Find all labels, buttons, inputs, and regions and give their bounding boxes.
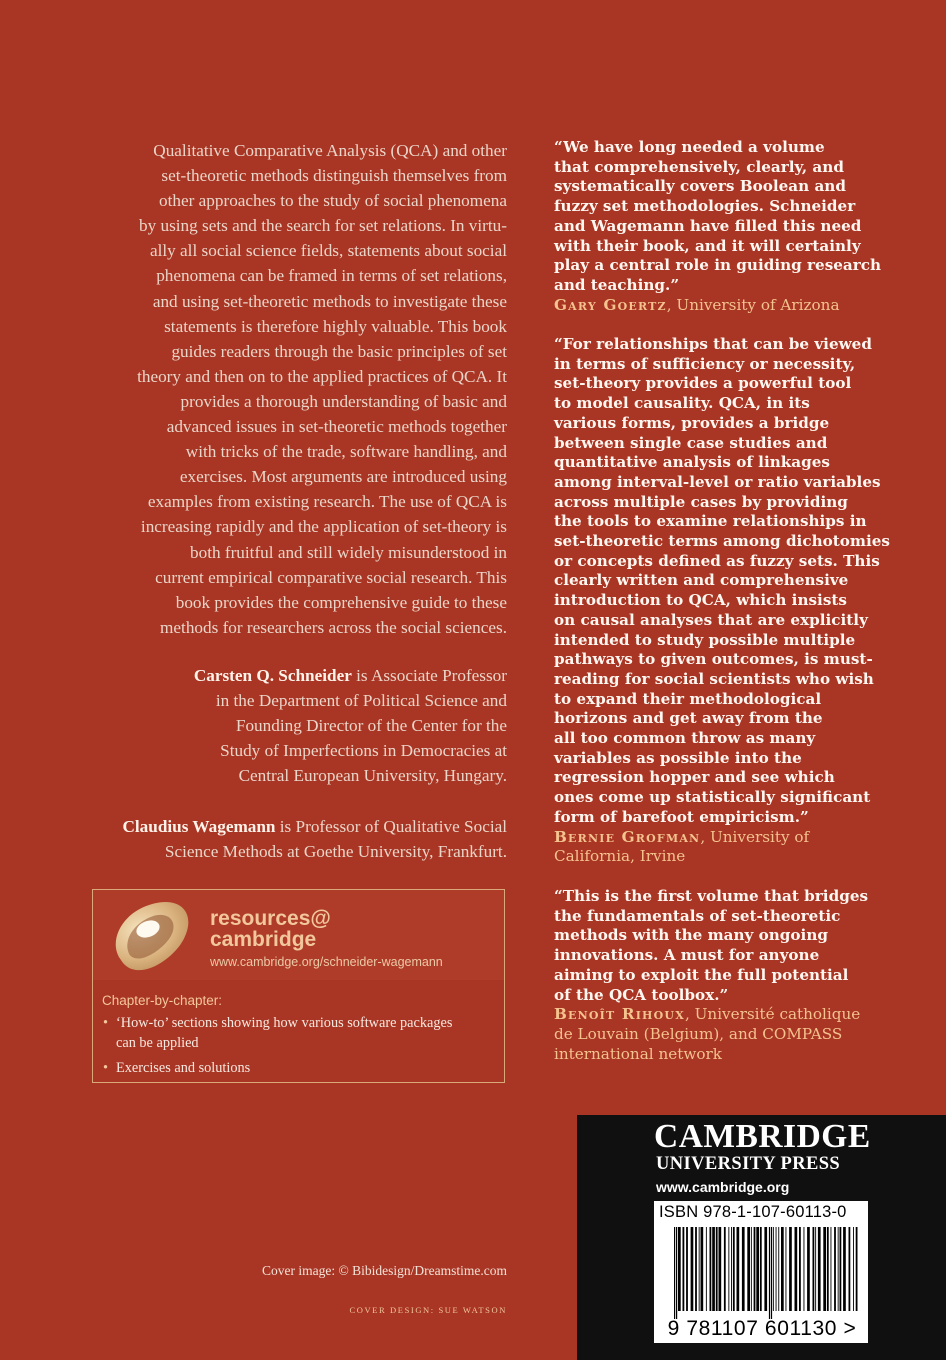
barcode-bar	[764, 1227, 767, 1311]
endorser-affiliation: California, Irvine	[554, 847, 686, 866]
barcode-bar	[724, 1227, 726, 1311]
quote-line: in terms of sufficiency or necessity,	[554, 354, 856, 373]
description-line: theory and then on to the applied practices of QCA. It	[137, 366, 507, 386]
quote-attribution	[554, 296, 881, 316]
description-line: book provides the comprehensive guide to these	[175, 592, 507, 612]
barcode-bar	[683, 1227, 685, 1311]
quote-line: set-theoretic terms among dichotomies	[554, 532, 890, 551]
quote-line: “This is the first volume that bridges	[554, 887, 869, 905]
quote-line: ones come up statistically significant	[554, 788, 871, 807]
cover-design-credit: COVER DESIGN: SUE WATSON	[349, 1305, 507, 1315]
description-line: by using sets and the search for set relations. In virtu-	[138, 216, 507, 236]
barcode-bar	[827, 1227, 829, 1311]
barcode-bar	[776, 1227, 777, 1311]
barcode-bar	[771, 1227, 772, 1319]
publisher-subtitle: UNIVERSITY PRESS	[656, 1154, 841, 1174]
barcode-bar	[823, 1227, 826, 1311]
barcode-bar	[695, 1227, 697, 1311]
quote-attribution	[554, 828, 890, 848]
quote-line: intended to study possible multiple	[554, 630, 856, 649]
quote-line: the fundamentals of set-theoretic	[554, 906, 841, 925]
quote-line: methods with the many ongoing	[554, 926, 828, 945]
quote-line: of the QCA toolbox.”	[554, 985, 729, 1004]
quote-line: various forms, provides a bridge	[554, 413, 830, 432]
isbn-label: ISBN 978-1-107-60113-0	[659, 1203, 847, 1221]
quote-line: set-theory provides a powerful tool	[554, 374, 852, 393]
barcode-bar	[716, 1227, 718, 1311]
quote-line: between single case studies and	[554, 433, 828, 452]
barcode-bar	[831, 1227, 832, 1311]
barcode-bar	[747, 1227, 750, 1311]
barcode-bar	[773, 1227, 774, 1311]
quote-line: “For relationships that can be viewed	[554, 335, 872, 353]
barcode-bar	[706, 1227, 707, 1311]
quote-line: all too common throw as many	[554, 729, 816, 748]
barcode-bar	[754, 1227, 756, 1311]
endorsement-rihoux	[554, 887, 868, 1064]
quote-line: fuzzy set methodologies. Schneider	[554, 197, 856, 216]
quote-line: innovations. A must for anyone	[554, 946, 820, 965]
quote-line: or concepts defined as fuzzy sets. This	[554, 551, 880, 570]
barcode-bar	[676, 1227, 677, 1319]
endorser-name: Gary Goertz	[554, 295, 667, 314]
quote-line: play a central role in guiding research	[554, 256, 882, 275]
barcode-bar	[818, 1227, 821, 1311]
barcode-bar	[712, 1227, 715, 1311]
barcode-bar	[756, 1227, 759, 1311]
chapter-by-chapter-label: Chapter-by-chapter:	[102, 993, 223, 1008]
barcode-bar	[674, 1227, 675, 1319]
barcode-bar	[795, 1227, 798, 1311]
barcode-bar	[701, 1227, 704, 1311]
quote-line: with their book, and it will certainly	[554, 236, 861, 255]
resources-title: resources@ cambridge	[210, 907, 331, 951]
barcode-bar	[786, 1227, 787, 1311]
barcode-bar	[807, 1227, 810, 1311]
quote-line: systematically covers Boolean and	[554, 177, 846, 196]
barcode-bar	[789, 1227, 792, 1311]
endorsement-goertz	[554, 138, 881, 315]
barcode-bar	[840, 1227, 842, 1311]
description-line: phenomena can be framed in terms of set relations,	[156, 266, 507, 286]
description-line: both fruitful and still widely misunderstood in	[190, 542, 507, 562]
description-line: advanced issues in set-theoretic methods together	[166, 417, 507, 437]
barcode-bar	[710, 1227, 712, 1311]
resources-url-link[interactable]: www.cambridge.org/schneider-wagemann	[210, 955, 443, 969]
book-description	[66, 138, 507, 640]
barcode-bar	[737, 1227, 740, 1311]
barcode-bar	[769, 1227, 770, 1319]
barcode-bar	[699, 1227, 700, 1311]
author-name: Carsten Q. Schneider	[193, 666, 352, 685]
quote-line: regression hopper and see which	[554, 768, 835, 787]
barcode-bar	[799, 1227, 801, 1311]
cover-image-credit: Cover image: © Bibidesign/Dreamstime.com	[262, 1263, 507, 1278]
endorser-affiliation: international network	[554, 1044, 722, 1063]
barcode-bar	[728, 1227, 729, 1311]
endorser-name: Bernie Grofman	[554, 827, 701, 846]
barcode-bar	[843, 1227, 846, 1311]
barcode-bar	[856, 1227, 858, 1311]
quote-line: “We have long needed a volume	[554, 138, 825, 156]
quote-line: across multiple cases by providing	[554, 492, 848, 511]
quote-attribution	[554, 1005, 868, 1025]
author-bio-wagemann: Claudius Wagemann is Professor of Qualitative Social Science Methods at Goethe University, Frankfurt.	[122, 817, 507, 862]
barcode-bar	[742, 1227, 745, 1311]
quote-line: form of barefoot empiricism.”	[554, 807, 809, 826]
barcode-bar	[686, 1227, 688, 1311]
barcode-bar	[778, 1227, 779, 1311]
publisher-url-link[interactable]: www.cambridge.org	[656, 1179, 790, 1195]
description-line: set-theoretic methods distinguish themselves from	[161, 166, 507, 186]
resources-list	[102, 1013, 498, 1083]
quote-line: horizons and get away from the	[554, 709, 823, 728]
author-bio-schneider: Carsten Q. Schneider is Associate Professor in the Department of Political Science and Founding Director of the Center for the Study of Imperfections in Democracies at Central European University, Hungary.	[193, 666, 507, 786]
quote-line: reading for social scientists who wish	[554, 669, 874, 688]
barcode-bar	[804, 1227, 805, 1311]
quote-line: quantitative analysis of linkages	[554, 453, 830, 472]
description-line: statements is therefore highly valuable. This book	[164, 316, 507, 336]
endorser-name: Benoît Rihoux	[554, 1005, 685, 1024]
description-line: examples from existing research. The use of QCA is	[147, 492, 507, 512]
publisher-name: CAMBRIDGE	[654, 1118, 871, 1155]
barcode-bar	[691, 1227, 694, 1311]
quote-line: on causal analyses that are explicitly	[554, 610, 868, 629]
list-item: • ‘How-to’ sections showing how various software packages can be applied	[103, 1015, 453, 1051]
bullet-icon: •	[103, 1060, 109, 1076]
barcode-bar	[678, 1227, 681, 1311]
barcode-bar	[838, 1227, 839, 1311]
barcode-icon	[672, 1227, 860, 1319]
quote-line: that comprehensively, clearly, and	[554, 157, 844, 176]
barcode-bar	[813, 1227, 815, 1311]
barcode-bar	[781, 1227, 784, 1311]
description-line: other approaches to the study of social phenomena	[159, 191, 507, 211]
quote-line: aiming to exploit the full potential	[554, 965, 849, 984]
quote-line: and Wagemann have filled this need	[554, 216, 862, 235]
description-line: methods for researchers across the social sciences.	[160, 617, 507, 637]
barcode-bar	[849, 1227, 851, 1311]
quote-line: and teaching.”	[554, 275, 680, 294]
description-line: Qualitative Comparative Analysis (QCA) and other	[153, 141, 507, 160]
bullet-icon: •	[103, 1015, 109, 1031]
barcode-bar	[834, 1227, 836, 1311]
description-line: with tricks of the trade, software handling, and	[185, 442, 507, 462]
description-line: current empirical comparative social research. This	[155, 567, 507, 587]
description-line: exercises. Most arguments are introduced using	[179, 467, 507, 487]
description-line: guides readers through the basic principles of set	[171, 341, 507, 361]
quote-line: variables as possible into the	[554, 748, 802, 767]
endorser-affiliation: de Louvain (Belgium), and COMPASS	[554, 1024, 843, 1043]
endorsement-grofman	[554, 335, 890, 867]
quote-line: clearly written and comprehensive	[554, 571, 849, 590]
quote-line: the tools to examine relationships in	[554, 512, 867, 531]
quote-line: introduction to QCA, which insists	[554, 591, 847, 610]
barcode-bar	[815, 1227, 816, 1311]
endorser-affiliation: , University of Arizona	[666, 295, 840, 314]
endorser-affiliation: , University of	[700, 827, 810, 846]
barcode-bar	[760, 1227, 762, 1311]
description-line: increasing rapidly and the application of set-theory is	[140, 517, 507, 537]
quote-line: to model causality. QCA, in its	[554, 394, 810, 413]
quote-line: among interval-level or ratio variables	[554, 472, 881, 491]
barcode-bar	[751, 1227, 752, 1311]
barcode-digits: 9 781107 601130 >	[667, 1317, 857, 1340]
resources-cambridge-logo-icon	[104, 897, 200, 977]
barcode-bar	[853, 1227, 854, 1311]
barcode-bar	[731, 1227, 732, 1311]
barcode-bar	[733, 1227, 735, 1311]
description-line: provides a thorough understanding of basic and	[180, 391, 507, 411]
description-line: and using set-theoretic methods to investigate these	[152, 291, 507, 311]
list-item: • Exercises and solutions	[103, 1060, 251, 1076]
author-name: Claudius Wagemann	[122, 817, 276, 836]
quote-line: to expand their methodological	[554, 689, 822, 708]
quote-line: pathways to given outcomes, is must-	[554, 650, 873, 669]
barcode-bar	[719, 1227, 722, 1311]
description-line: ally all social science fields, statements about social	[149, 241, 507, 261]
endorser-affiliation: , Université catholique	[684, 1005, 861, 1024]
